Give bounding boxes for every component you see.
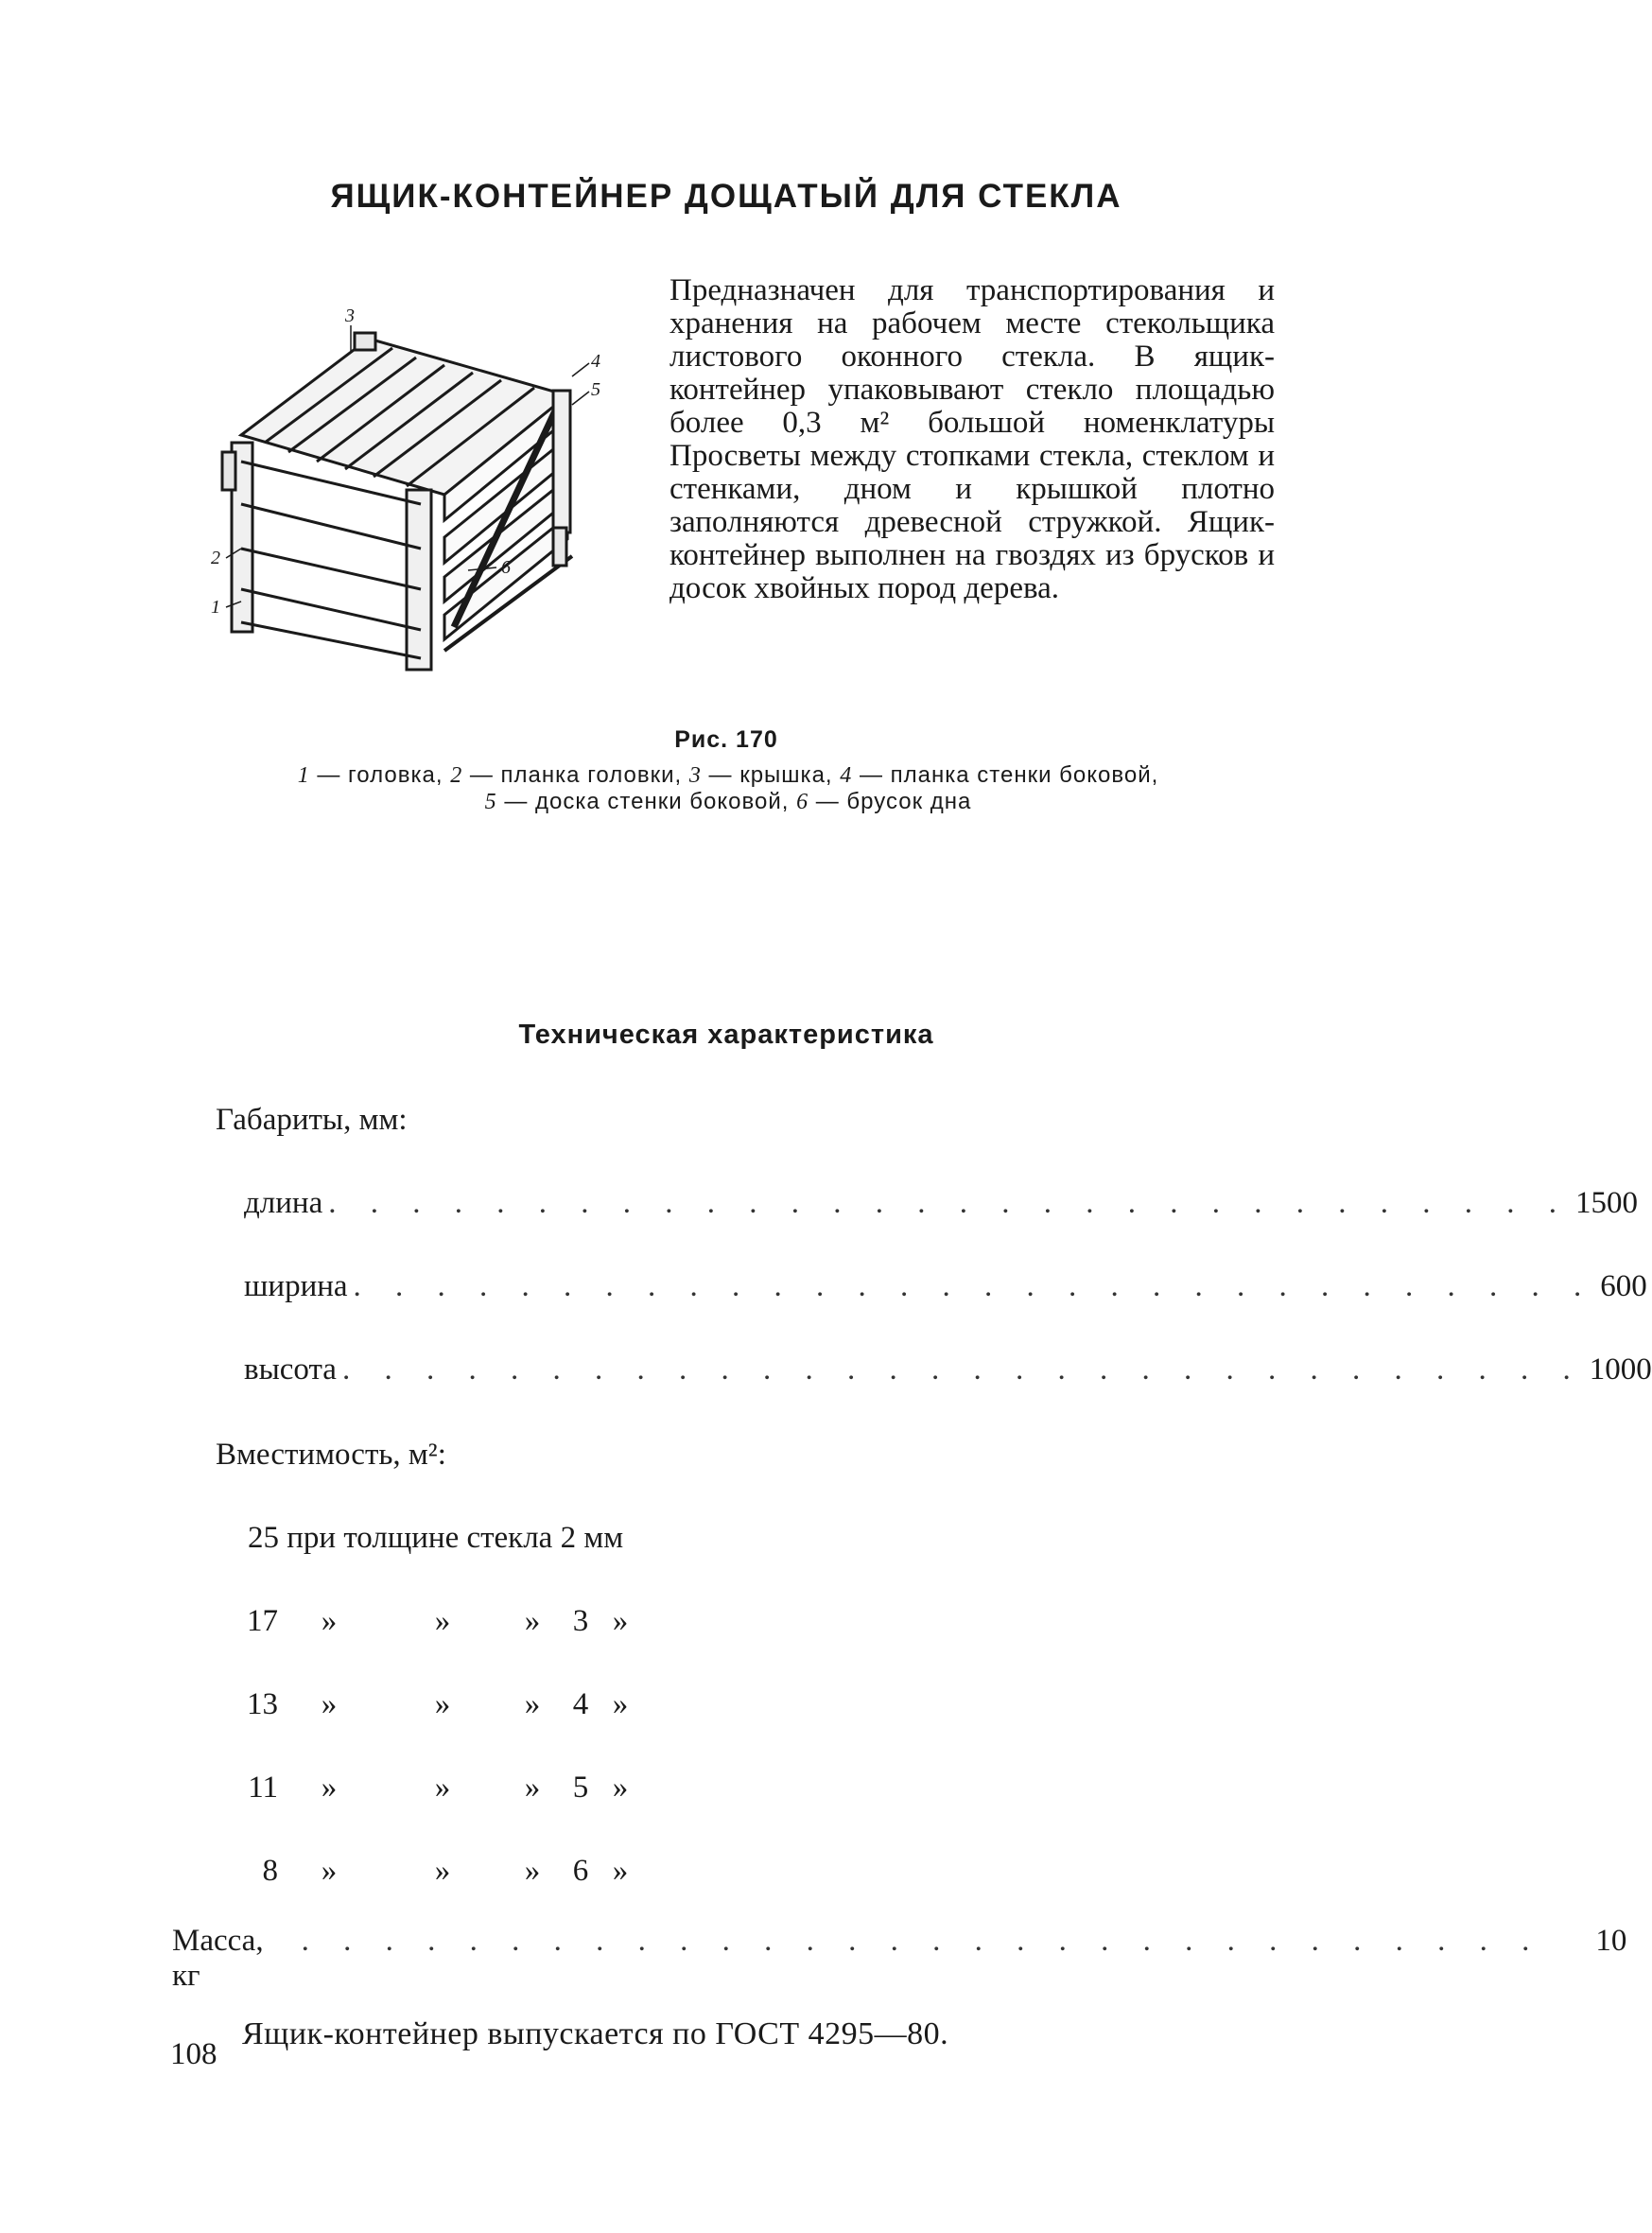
legend-item: 4 — планка стенки боковой, (840, 762, 1159, 788)
page-number: 108 (170, 2037, 217, 2071)
description-text: Предназначен для транспортирования и хранения на рабочем месте стекольщика листового оконного стекла. В ящик-контейнер упаковывают стекло площадью более 0,3 м² большой номенклатуры Просветы между стопками стекла, стеклом и стенками, дном и крышкой плотно заполняются древесной стружкой. Ящик-контейнер выполнен на гвоздях из брусков и досок хвойных пород дерева. (669, 273, 1275, 605)
legend-item: 3 — крышка, (688, 762, 833, 788)
callout-1: 1 (211, 597, 220, 618)
capacity-label: Вместимость, м²: (216, 1438, 446, 1472)
legend-item: 1 — головка, (297, 762, 443, 788)
page-title: ЯЩИК-КОНТЕЙНЕР ДОЩАТЫЙ ДЛЯ СТЕКЛА (330, 178, 1122, 215)
callout-3: 3 (345, 305, 355, 326)
capacity-row: 17 » » » 3 » (247, 1604, 629, 1638)
spec-row-length: длина . . . . . . . . . . . . . . . . . . . . . . . . . . . . . . 1500 (244, 1186, 1638, 1220)
callout-5: 5 (591, 379, 600, 400)
crate-illustration (213, 301, 638, 674)
legend-item: 6 — брусок дна (796, 789, 972, 814)
capacity-row: 11 » » » 5 » (248, 1771, 629, 1805)
spec-row-mass: Масса, кг . . . . . . . . . . . . . . . . . . . . . . . . . . . . . . 10 (172, 1924, 1627, 1993)
callout-4: 4 (591, 351, 600, 372)
capacity-row: 13 » » » 4 » (247, 1687, 629, 1721)
legend-item: 2 — планка головки, (450, 762, 683, 788)
dimensions-label: Габариты, мм: (216, 1103, 408, 1137)
callout-6: 6 (501, 557, 511, 578)
section-title: Техническая характеристика (518, 1020, 934, 1050)
capacity-row: 8 » » » 6 » (262, 1854, 629, 1888)
figure-caption-title: Рис. 170 (674, 726, 778, 753)
spec-row-width: ширина . . . . . . . . . . . . . . . . . . . . . . . . . . . . . . 600 (244, 1269, 1647, 1303)
figure-legend (151, 762, 1305, 815)
footer-note: Ящик-контейнер выпускается по ГОСТ 4295—80. (242, 2016, 949, 2051)
callout-2: 2 (211, 548, 220, 568)
spec-row-height: высота . . . . . . . . . . . . . . . . . . . . . . . . . . . . . . 1000 (244, 1352, 1652, 1387)
legend-item: 5 — доска стенки боковой, (484, 789, 790, 814)
capacity-row: 25 при толщине стекла 2 мм (248, 1521, 624, 1555)
